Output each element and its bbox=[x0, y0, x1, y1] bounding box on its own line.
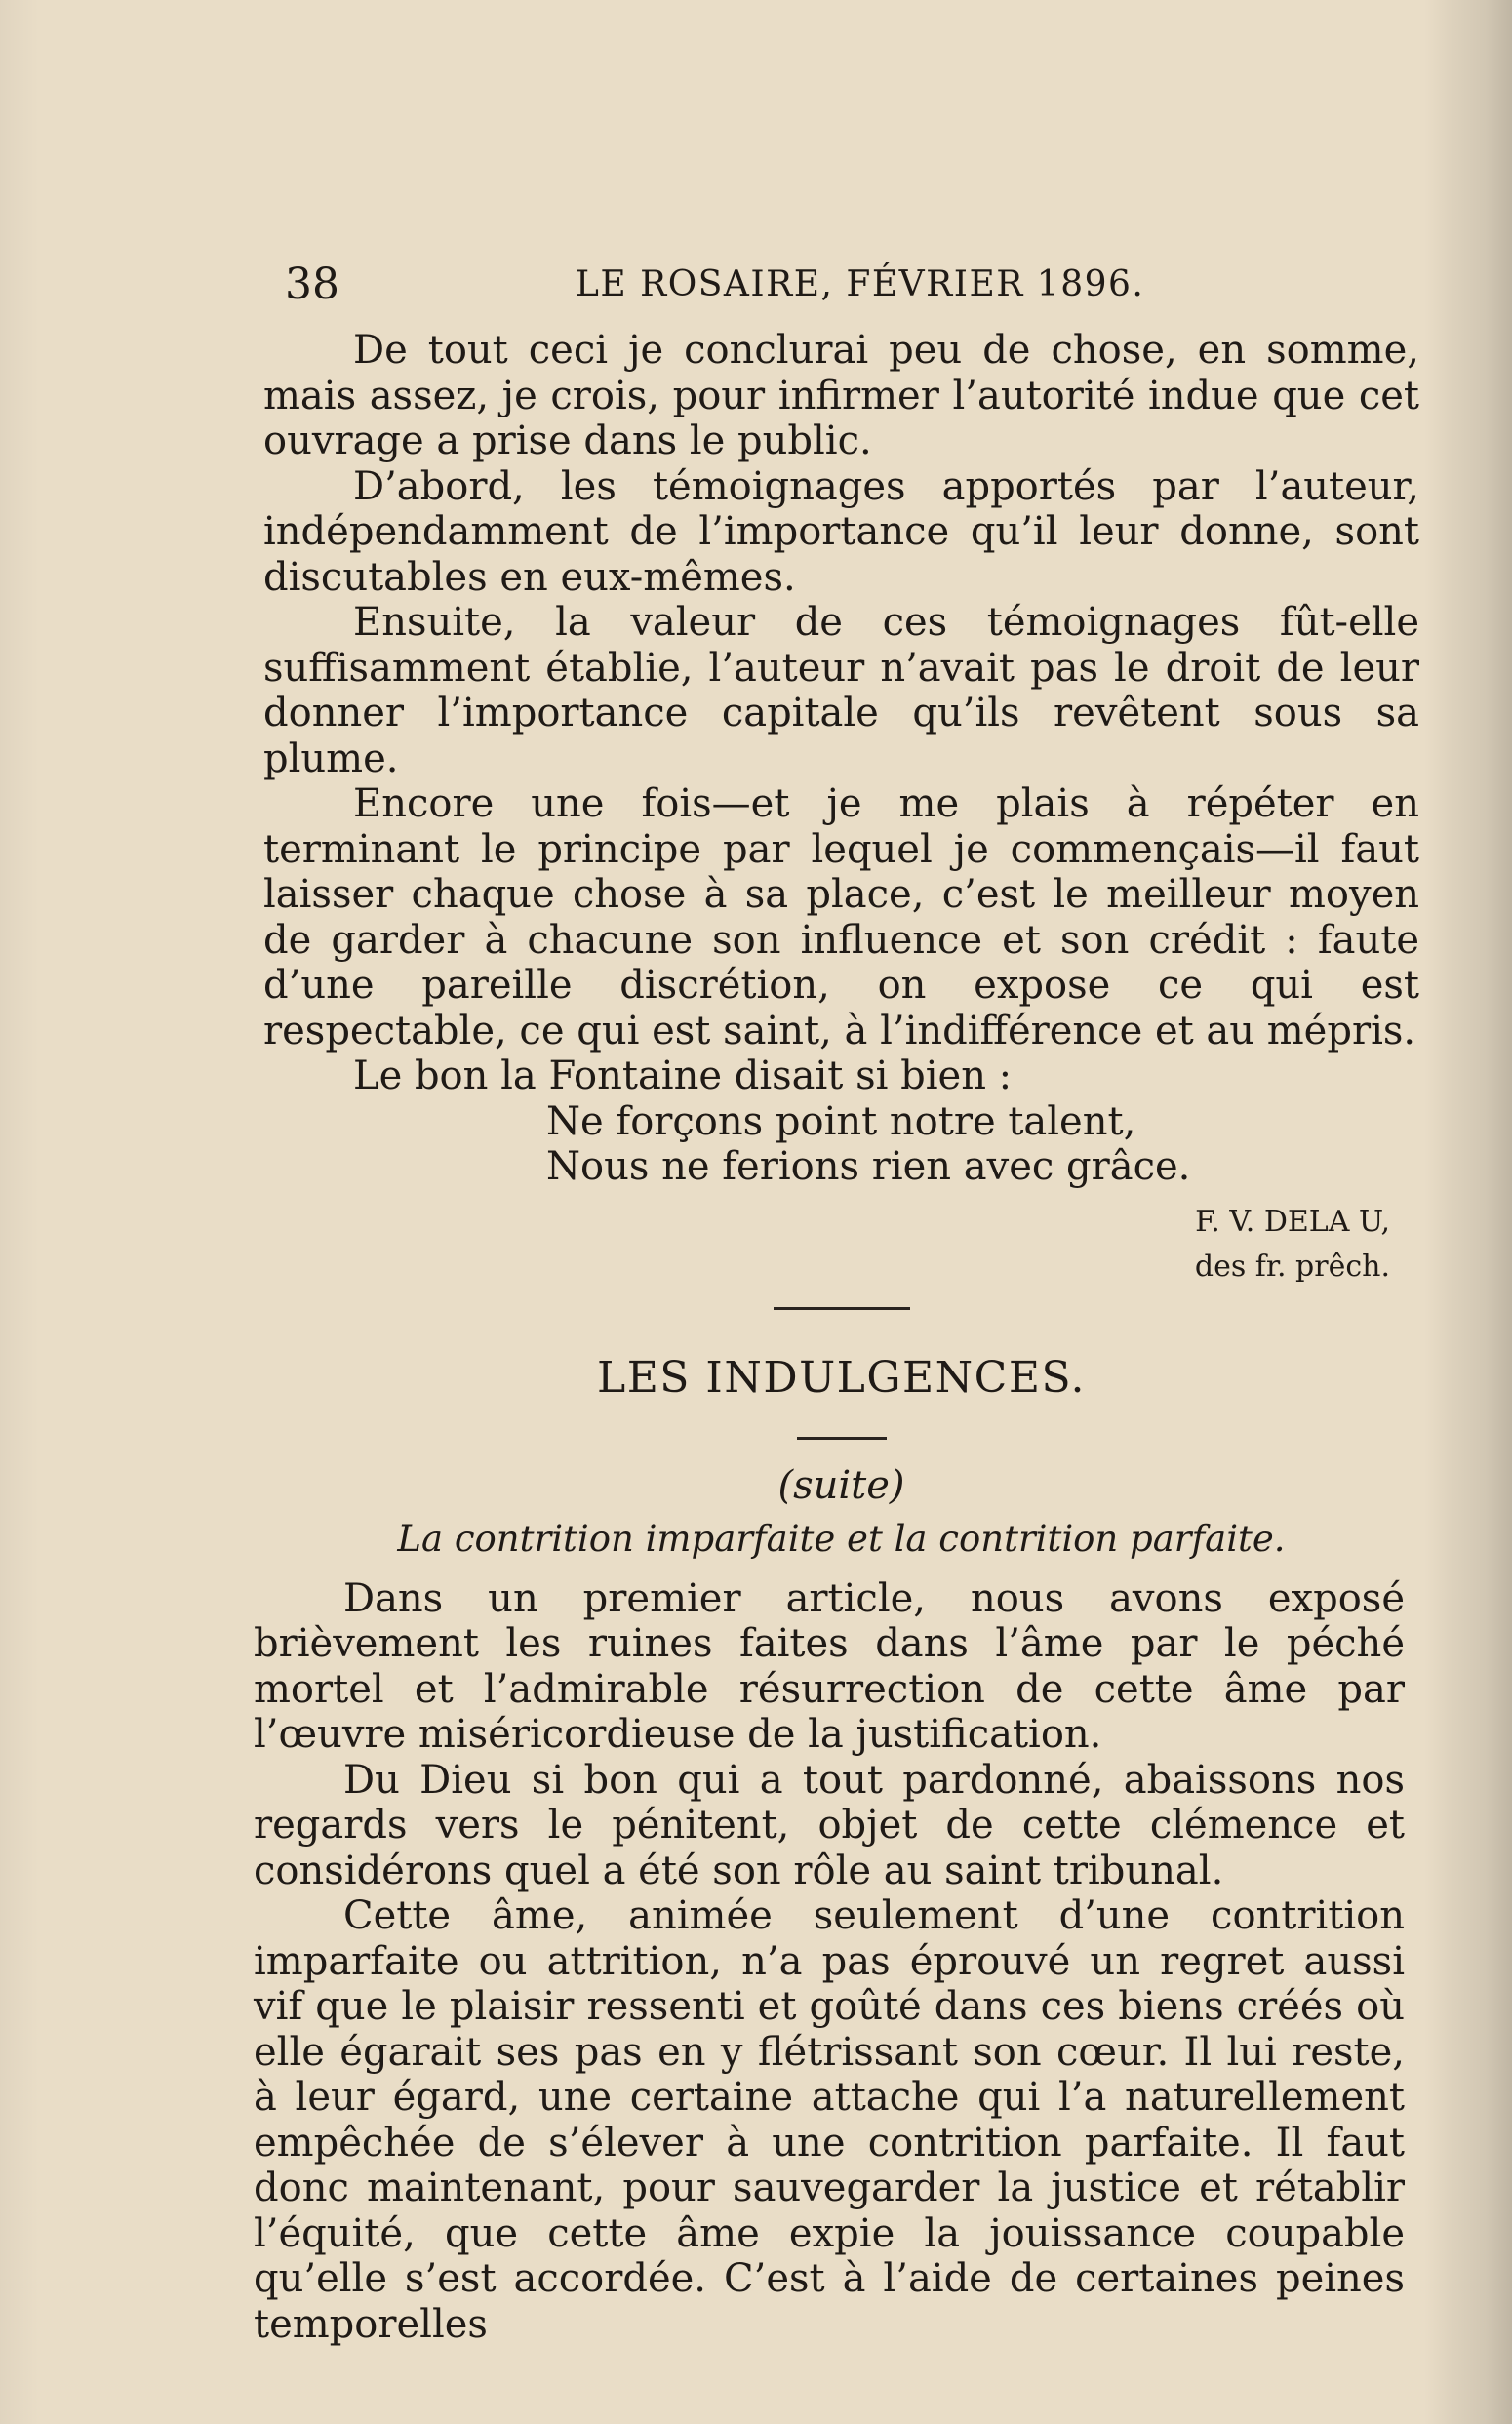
signature-order: des fr. prêch. bbox=[1194, 1249, 1390, 1284]
paragraph: Le bon la Fontaine disait si bien : bbox=[353, 1053, 1013, 1098]
page-edge-right bbox=[1424, 0, 1512, 2424]
page-content bbox=[254, 256, 1419, 2347]
running-head bbox=[263, 256, 1419, 314]
paragraph: Ensuite, la valeur de ces témoignages fût-elle suffisamment établie, l’auteur n’avait pas le droit de leur donner l’importance capitale qu’ils revêtent sous sa plume. bbox=[263, 600, 1419, 781]
paragraph: Cette âme, animée seulement d’une contrition imparfaite ou attrition, n’a pas éprouvé un regret aussi vif que le plaisir ressenti et goûté dans ces biens créés où elle égarait ses pas en y flétrissant son cœur. Il lui reste, à leur égard, une certaine attache qui l’a naturellement empêchée de s’élever à une contrition parfaite. Il faut donc maintenant, pour sauvegarder la justice et rétablir l’équité, que cette âme expie la jouissance coupable qu’elle s’est accordée. C’est à l’aide de certaines peines temporelles bbox=[254, 1893, 1405, 2347]
signature-author: F. V. DELA U, bbox=[1195, 1204, 1390, 1239]
paragraph: D’abord, les témoignages apportés par l’auteur, indépendamment de l’importance qu’il leur donne, sont discutables en eux-mêmes. bbox=[263, 463, 1419, 600]
poem-line: Ne forçons point notre talent, bbox=[546, 1098, 1136, 1144]
paragraph: Du Dieu si bon qui a tout pardonné, abaissons nos regards vers le pénitent, objet de cette clémence et considérons quel a été son rôle au saint tribunal. bbox=[254, 1757, 1405, 1893]
poem-quote bbox=[546, 1099, 1419, 1190]
title-divider bbox=[797, 1437, 887, 1440]
second-article bbox=[254, 1576, 1405, 2348]
page-number: 38 bbox=[285, 259, 339, 309]
poem-line: Nous ne ferions rien avec grâce. bbox=[546, 1144, 1191, 1189]
first-article bbox=[263, 328, 1419, 1099]
running-head-title: LE ROSAIRE, FÉVRIER 1896. bbox=[576, 264, 1145, 304]
paragraph: De tout ceci je conclurai peu de chose, en somme, mais assez, je crois, pour infirmer l’autorité indue que cet ouvrage a prise dans le public. bbox=[263, 328, 1419, 463]
signature bbox=[263, 1200, 1390, 1290]
section-divider bbox=[774, 1307, 910, 1310]
paragraph: Dans un premier article, nous avons exposé brièvement les ruines faites dans l’âme par le péché mortel et l’admirable résurrection de cette âme par l’œuvre miséricordieuse de la justification. bbox=[254, 1575, 1405, 1757]
section-subheading: La contrition imparfaite et la contrition parfaite. bbox=[397, 1517, 1286, 1560]
section-subtitle: (suite) bbox=[777, 1462, 905, 1508]
section-title: LES INDULGENCES. bbox=[596, 1352, 1087, 1403]
page-edge-left bbox=[0, 0, 39, 2424]
paragraph: Encore une fois—et je me plais à répéter en terminant le principe par lequel je commençais—il faut laisser chaque chose à sa place, c’est le meilleur moyen de garder à chacune son influence et son crédit : faute d’une pareille discrétion, on expose ce qui est respectable, ce qui est saint, à l’indifférence et au mépris. bbox=[263, 781, 1419, 1053]
